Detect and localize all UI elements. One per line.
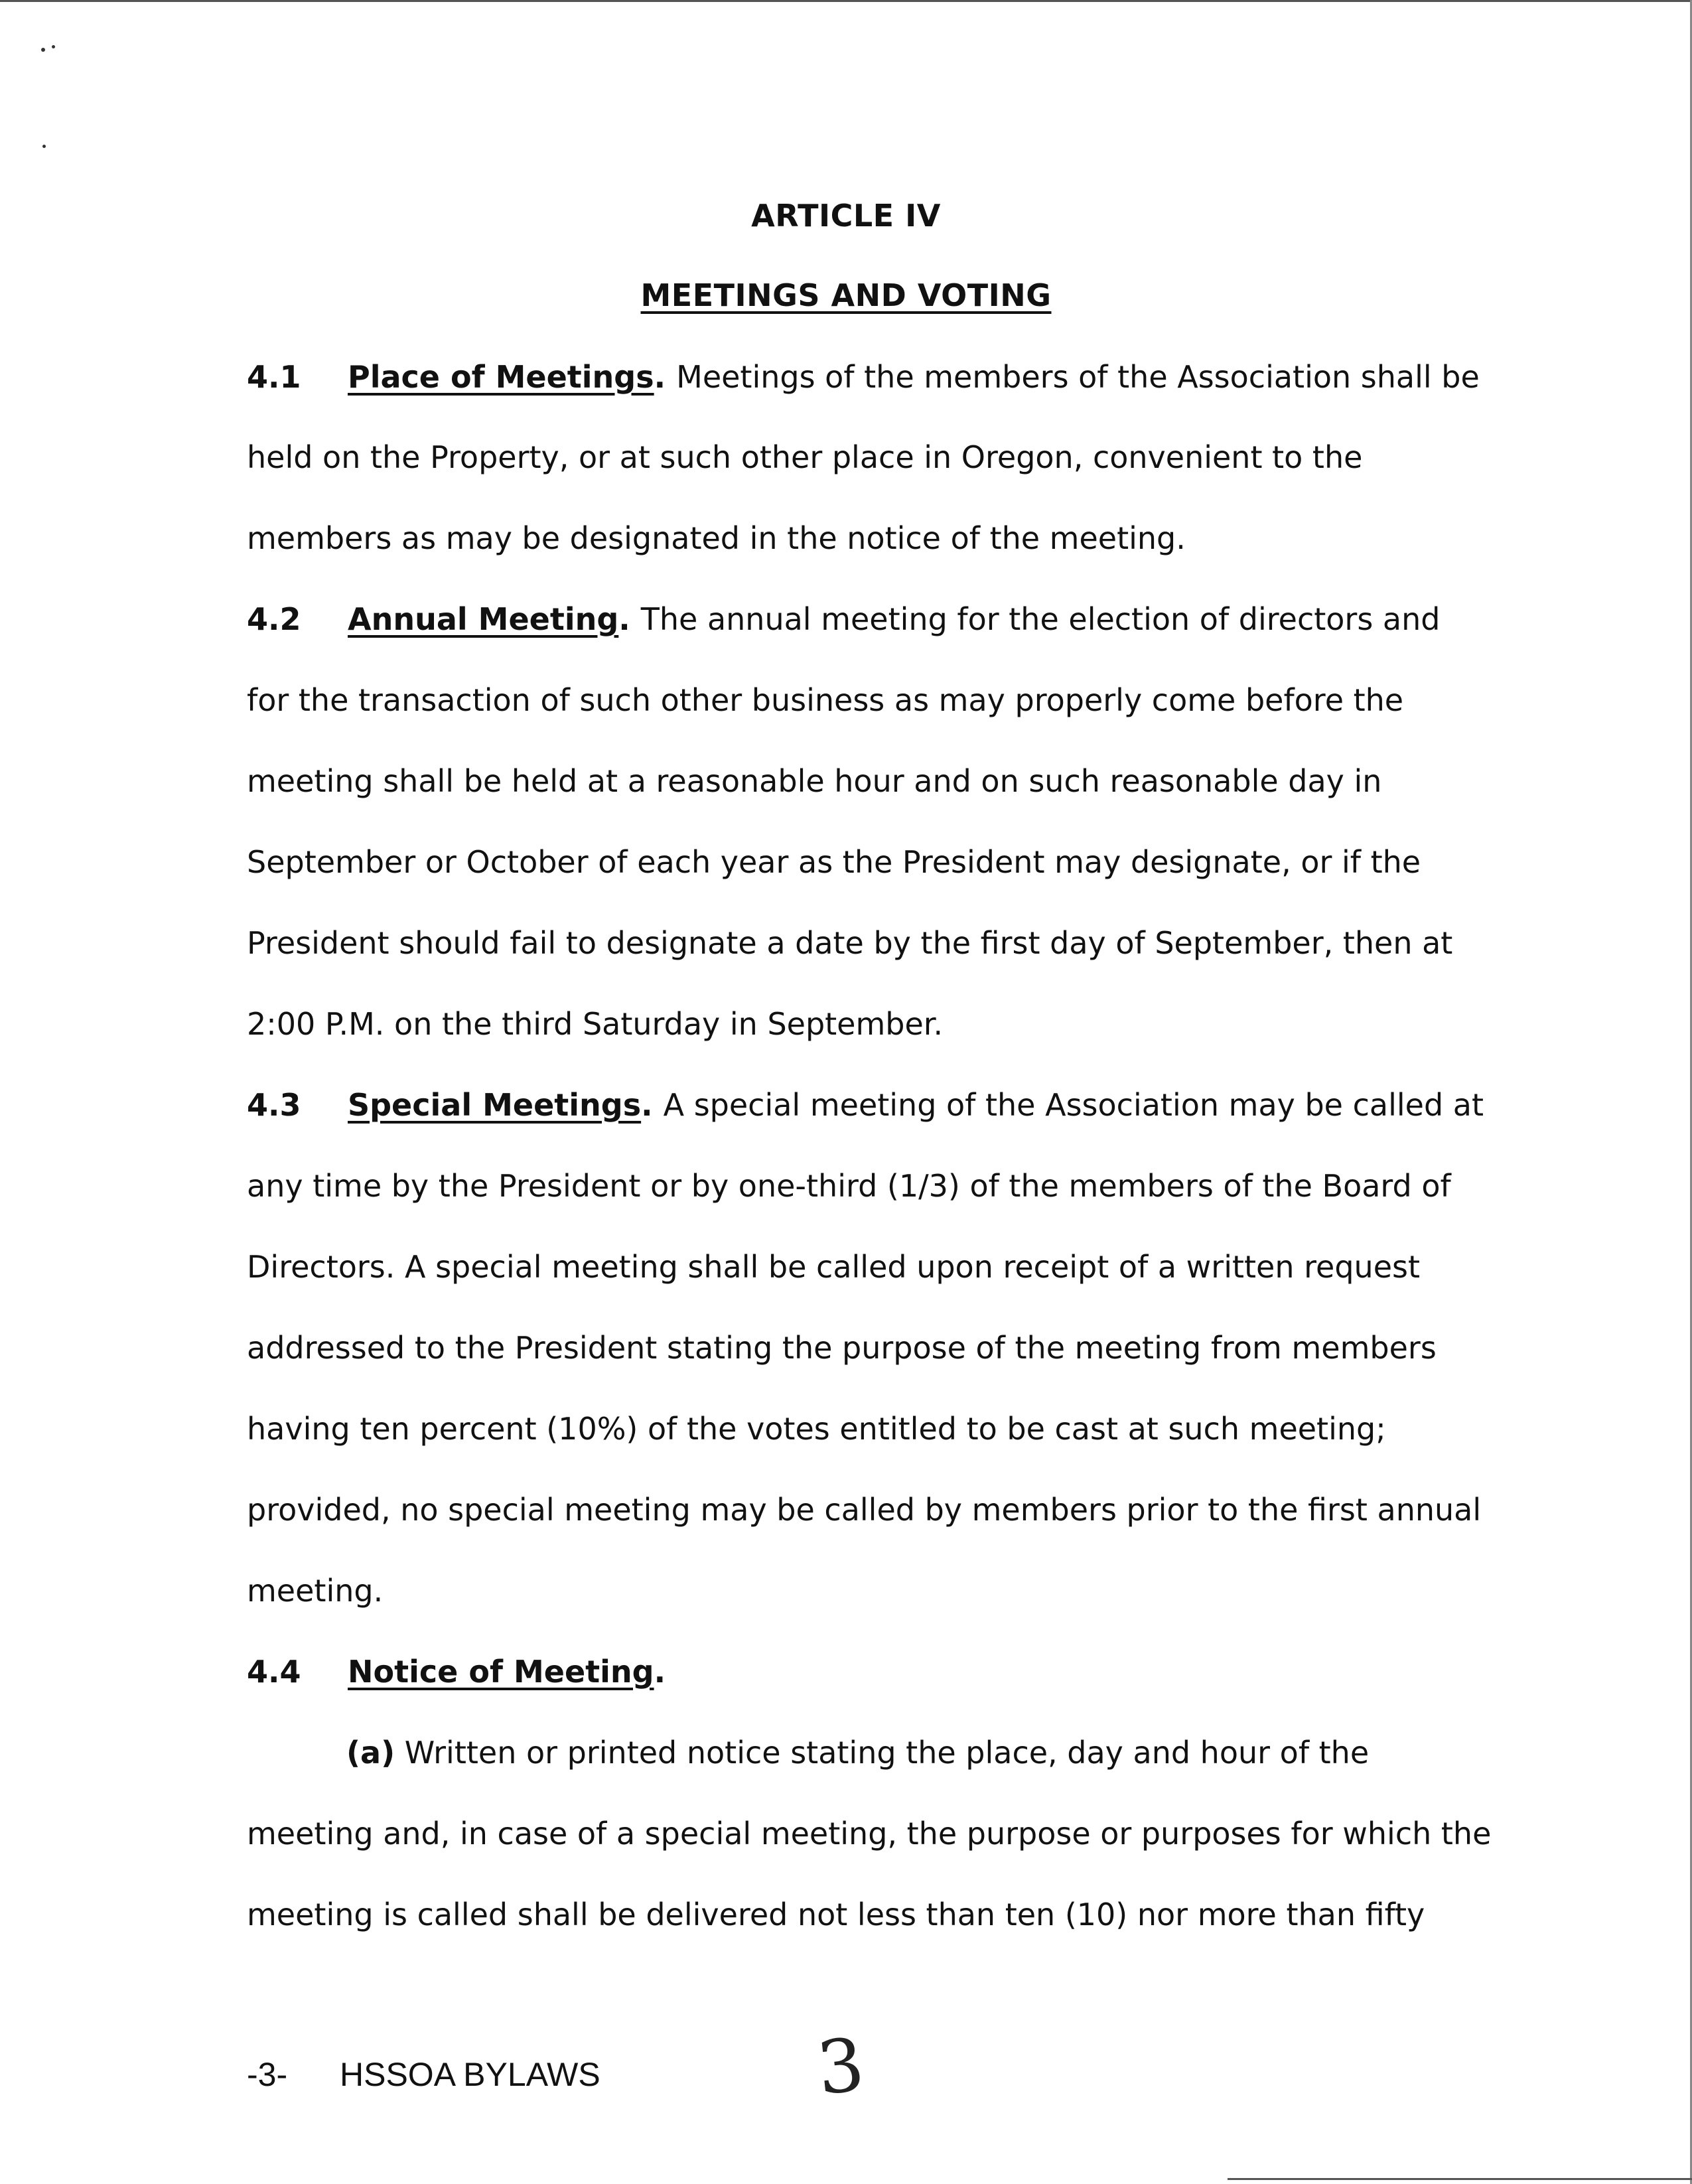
body-text: A special meeting of the Association may be called at [663, 1087, 1484, 1123]
section-4-3-first-line: 4.3 Special Meetings. A special meeting of the Association may be called at [247, 1085, 1454, 1125]
scan-edge-bottom [1228, 2178, 1692, 2180]
section-number: 4.3 [247, 1087, 301, 1123]
section-title: Notice of Meeting [348, 1654, 654, 1690]
subsection-label: (a) [346, 1735, 395, 1771]
body-line: provided, no special meeting may be called by members prior to the first annual [247, 1492, 1482, 1528]
body-text: Written or printed notice stating the place, day and hour of the [404, 1735, 1370, 1771]
body-line: meeting is called shall be delivered not less than ten (10) nor more than fifty [247, 1897, 1425, 1932]
scan-speck [52, 45, 55, 48]
body-text: The annual meeting for the election of directors and [640, 601, 1441, 637]
body-line: members as may be designated in the notice of the meeting. [247, 520, 1186, 556]
scan-edge-top [0, 0, 1692, 2]
body-line: meeting. [247, 1573, 384, 1609]
section-number: 4.4 [247, 1654, 301, 1690]
handwritten-page-number: 3 [813, 2021, 869, 2112]
body-line: Directors. A special meeting shall be called upon receipt of a written request [247, 1249, 1420, 1285]
footer-doc-name: HSSOA BYLAWS [340, 2056, 600, 2093]
scan-speck [41, 48, 45, 52]
section-title: Annual Meeting [348, 601, 619, 637]
subsection-a-first-line [346, 1733, 1554, 1773]
body-line: held on the Property, or at such other place in Oregon, convenient to the [247, 439, 1363, 475]
section-4-4-heading: 4.4 Notice of Meeting. [247, 1652, 1454, 1692]
section-title: Place of Meetings [348, 359, 654, 395]
section-title: Special Meetings [348, 1087, 642, 1123]
body-line: having ten percent (10%) of the votes entitled to be cast at such meeting; [247, 1411, 1386, 1447]
article-title: ARTICLE IV [751, 198, 941, 234]
body-line: any time by the President or by one-third (1/3) of the members of the Board of [247, 1168, 1451, 1204]
section-4-2-first-line: 4.2 Annual Meeting. The annual meeting for the election of directors and [247, 599, 1454, 639]
body-line: for the transaction of such other business as may properly come before the [247, 682, 1404, 718]
body-text: Meetings of the members of the Association shall be [676, 359, 1480, 395]
body-line: September or October of each year as the President may designate, or if the [247, 844, 1421, 880]
footer-page-label: -3- [247, 2056, 288, 2093]
body-line: addressed to the President stating the purpose of the meeting from members [247, 1330, 1437, 1366]
body-line: 2:00 P.M. on the third Saturday in September. [247, 1006, 944, 1042]
body-line: President should fail to designate a date by the first day of September, then at [247, 925, 1453, 961]
section-number: 4.1 [247, 359, 301, 395]
section-4-1-first-line: 4.1 Place of Meetings. Meetings of the members of the Association shall be [247, 357, 1454, 397]
section-number: 4.2 [247, 601, 301, 637]
article-subtitle: MEETINGS AND VOTING [640, 277, 1052, 313]
scan-speck [42, 145, 46, 148]
body-line: meeting shall be held at a reasonable hour and on such reasonable day in [247, 763, 1382, 799]
body-line: meeting and, in case of a special meeting, the purpose or purposes for which the [247, 1816, 1492, 1852]
